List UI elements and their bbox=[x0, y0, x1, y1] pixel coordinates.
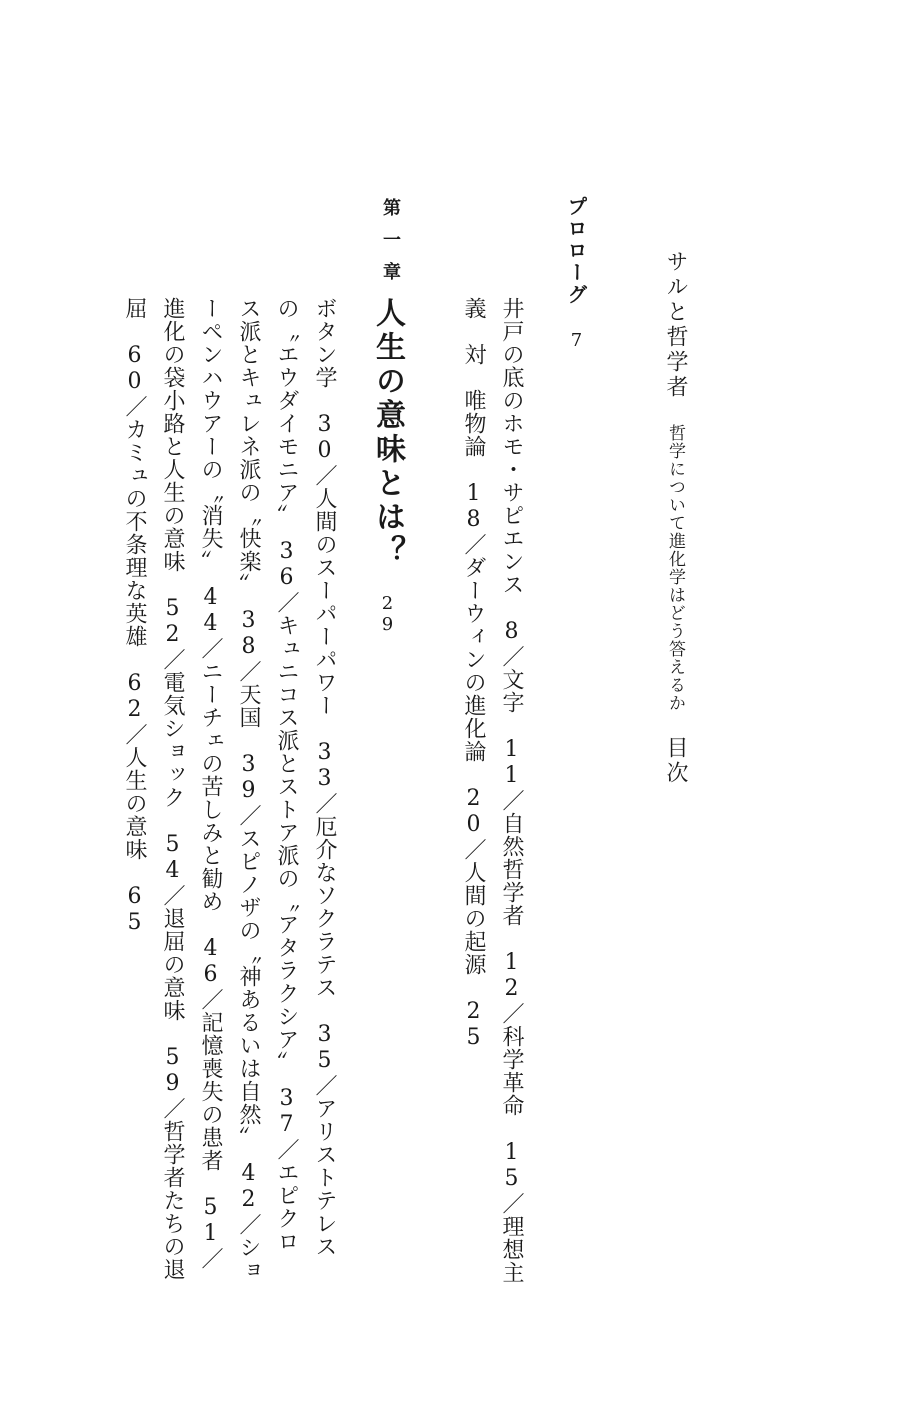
book-title-line bbox=[664, 250, 686, 786]
prologue-heading: プロローグ bbox=[564, 196, 588, 306]
chapter-entry-line: の〝エウダイモニア〟 36／キュニコス派とストア派の〝アタラクシア〟 37／エピクロ bbox=[274, 297, 299, 1253]
chapter-title-line bbox=[370, 297, 405, 635]
prologue-entry-line: 義 対 唯物論 18／ダーウィンの進化論 20／人間の起源 25 bbox=[461, 297, 486, 1051]
contents-label: 目次 bbox=[663, 736, 688, 786]
chapter-entry-line: ス派とキュレネ派の〝快楽〟 38／天国 39／スピノザの〝神あるいは自然〟 42／ショ bbox=[236, 297, 261, 1282]
prologue-page: 7 bbox=[566, 330, 587, 351]
book-subtitle: 哲学について進化学はどう答えるか bbox=[665, 424, 685, 712]
chapter-page: 29 bbox=[377, 593, 398, 635]
prologue-heading-line bbox=[566, 196, 586, 351]
chapter-entry-line: ーペンハウアーの〝消失〟 44／ニーチェの苦しみと勧め 46／記憶喪失の患者 51／ bbox=[198, 297, 223, 1270]
chapter-entry-line: ボタン学 30／人間のスーパーパワー 33／厄介なソクラテス 35／アリストテレス bbox=[312, 297, 337, 1258]
prologue-entry-line: 井戸の底のホモ・サピエンス 8／文字 11／自然哲学者 12／科学革命 15／理想主 bbox=[499, 297, 524, 1284]
chapter-entry-line: 進化の袋小路と人生の意味 52／電気ショック 54／退屈の意味 59／哲学者たちの退 bbox=[160, 297, 185, 1281]
chapter-label: 第一章 bbox=[380, 198, 401, 294]
chapter-entry-line: 屈 60／カミュの不条理な英雄 62／人生の意味 65 bbox=[122, 297, 147, 936]
chapter-title: 人生の意味とは？ bbox=[370, 297, 405, 569]
book-title: サルと哲学者 bbox=[663, 250, 688, 400]
